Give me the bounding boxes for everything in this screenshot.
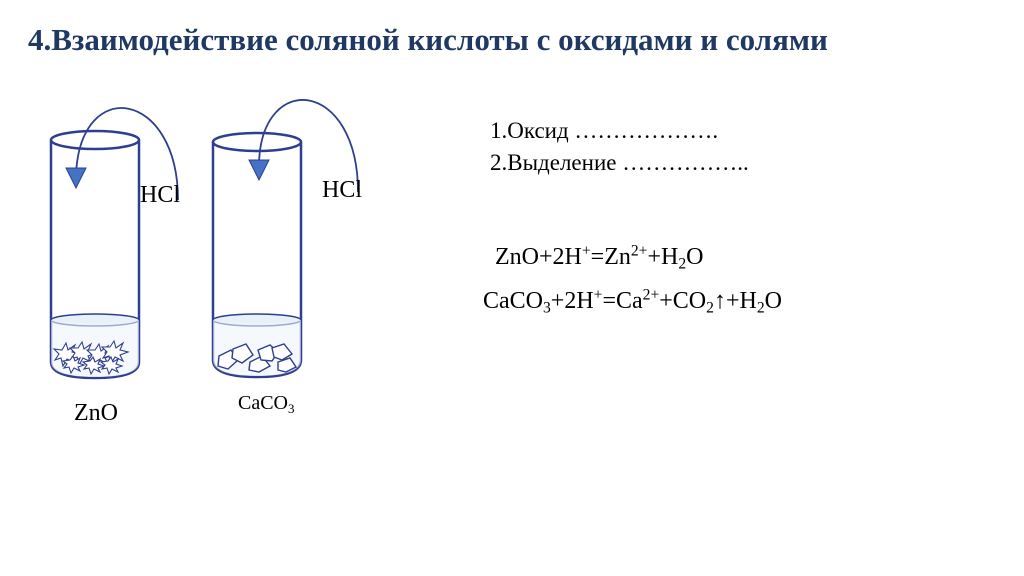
- list-item-oxide: 1.Оксид ……………….: [490, 118, 719, 143]
- equation-zno: $ZnO+2H^+=Zn^{2+}+H_2O$: [495, 242, 704, 273]
- reagent-label-right: HCl: [322, 177, 363, 203]
- substance-label-right: CaCO$_3$: [238, 392, 295, 416]
- reagent-label-left: HCl: [140, 182, 181, 208]
- arrow-head-right: [249, 160, 269, 180]
- test-tube-left: [51, 108, 181, 378]
- slide-title: 4.Взаимодействие соляной кислоты с оксидами и солями: [28, 22, 828, 57]
- arrow-head-left: [66, 168, 86, 188]
- equation-caco3: $CaCO_3+2H^+=Ca^{2+}+CO_2↑+H_2O$: [483, 286, 782, 317]
- test-tube-right: [213, 100, 358, 377]
- list-item-evolution: 2.Выделение ……………..: [490, 150, 749, 175]
- substance-label-left: ZnO: [74, 400, 118, 426]
